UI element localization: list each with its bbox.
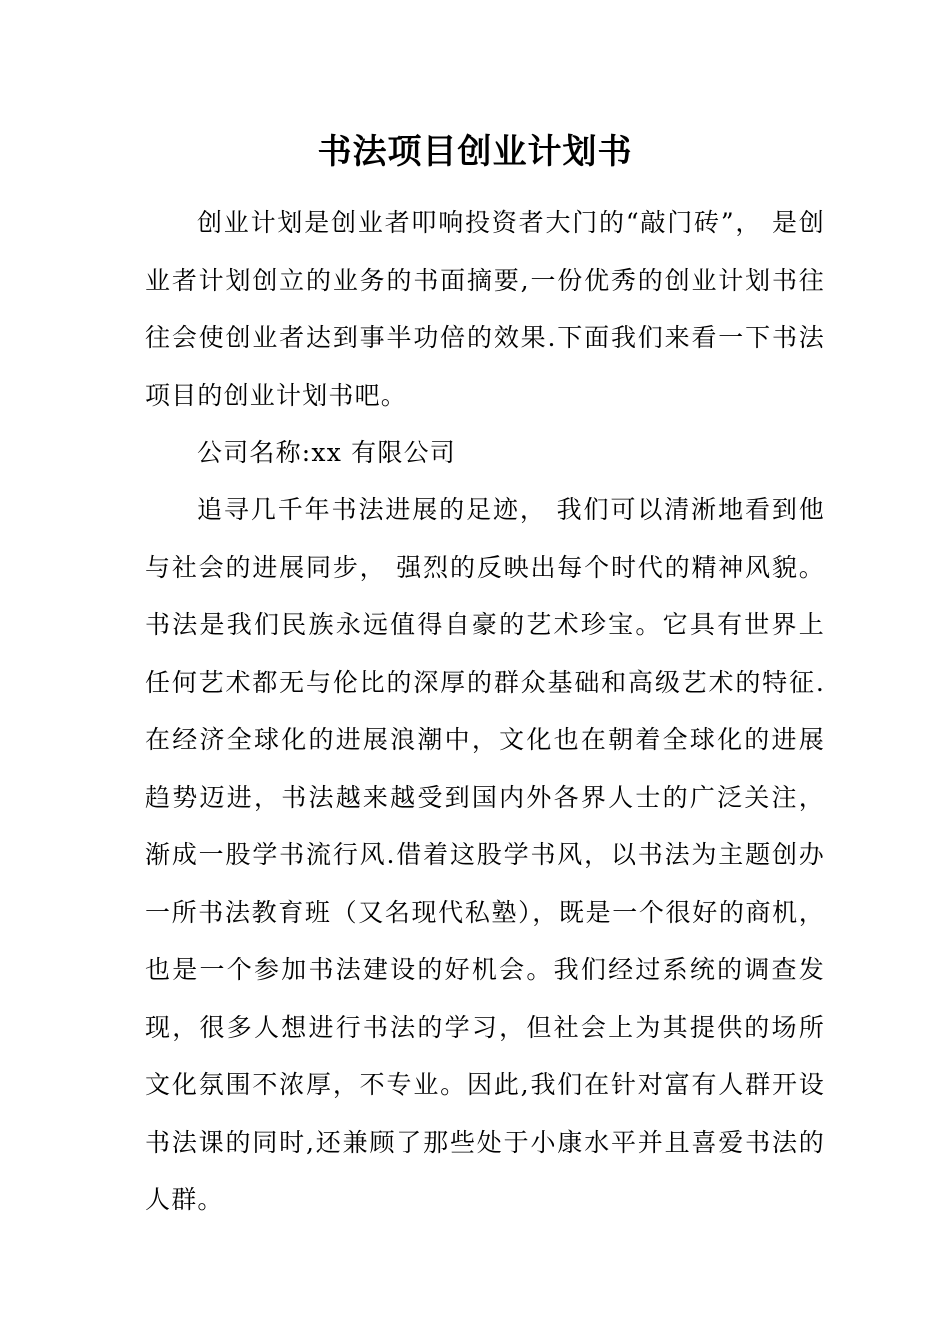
paragraph-company-name — [145, 424, 825, 482]
paragraph-background — [145, 481, 825, 1229]
paragraph-text: 创业计划是创业者叩响投资者大门的“敲门砖”， 是创业者计划创立的业务的书面摘要,一份优秀的创业计划书往往会使创业者达到事半功倍的效果.下面我们来看一下书法项目的创业计划书吧。 — [145, 208, 825, 410]
paragraph-text: 追寻几千年书法进展的足迹， 我们可以清淅地看到他与社会的进展同步， 强烈的反映出每个时代的精神风貌。书法是我们民族永远值得自豪的艺术珍宝。它具有世界上任何艺术都无与伦比的深厚的群众基础和高级艺术的特征.在经济全球化的进展浪潮中，文化也在朝着全球化的进展趋势迈进，书法越来越受到国内外各界人士的广泛关注，渐成一股学书流行风.借着这股学书风，以书法为主题创办一所书法教育班（又名现代私塾），既是一个很好的商机，也是一个参加书法建设的好机会。我们经过系统的调查发现，很多人想进行书法的学习，但社会上为其提供的场所文化氛围不浓厚，不专业。因此,我们在针对富有人群开设书法课的同时,还兼顾了那些处于小康水平并且喜爱书法的人群。 — [145, 495, 825, 1214]
paragraph-text: 公司名称:xx 有限公司 — [197, 438, 456, 467]
document-title: 书法项目创业计划书 — [317, 132, 633, 172]
paragraph-intro — [145, 194, 825, 424]
